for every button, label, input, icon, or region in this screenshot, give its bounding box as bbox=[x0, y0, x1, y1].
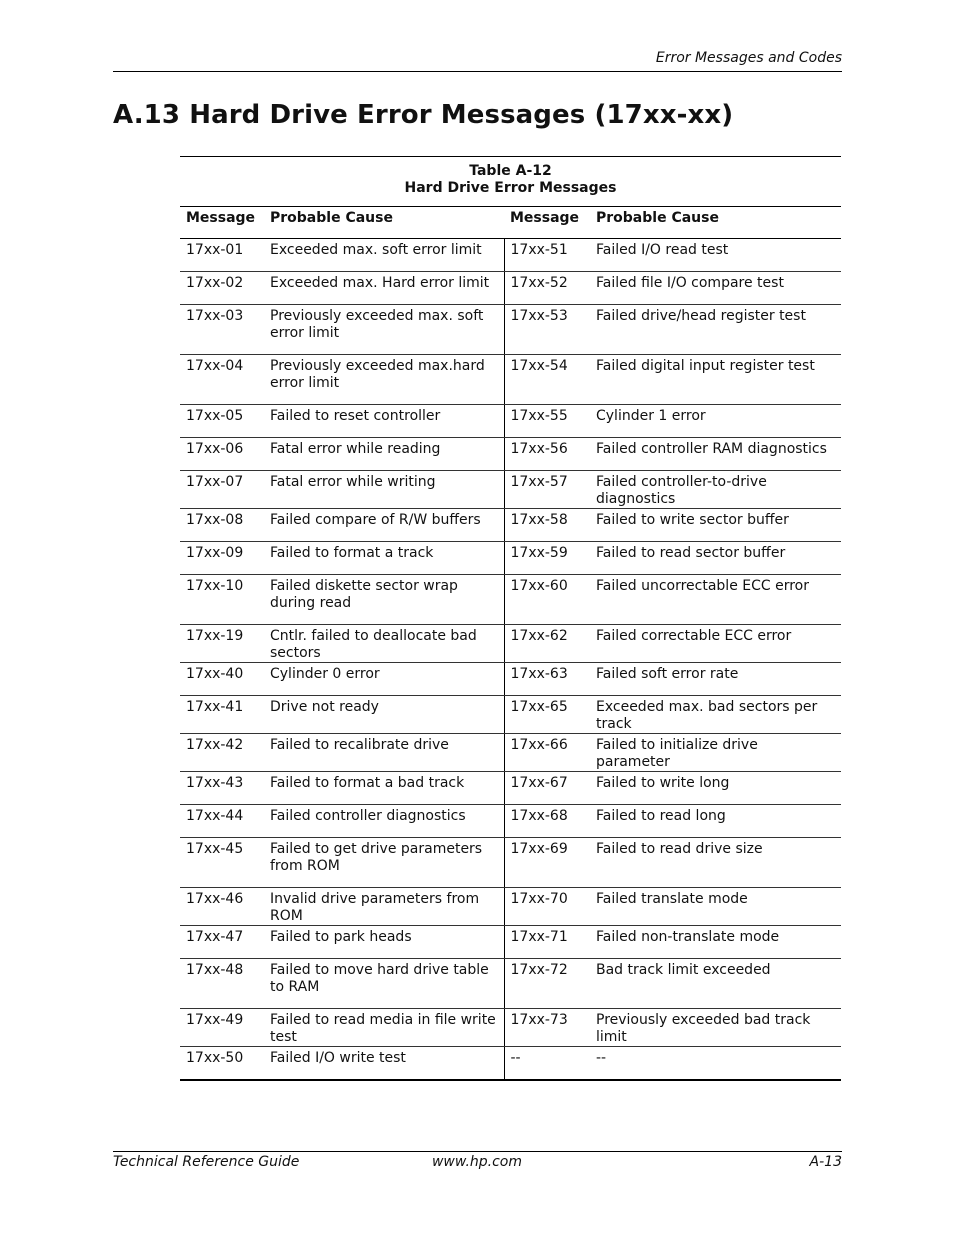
table-row bbox=[180, 305, 841, 355]
table-row bbox=[180, 663, 841, 696]
cell-probable-cause-2: Failed correctable ECC error bbox=[590, 625, 841, 663]
cell-message: 17xx-01 bbox=[180, 239, 264, 272]
cell-message: 17xx-50 bbox=[180, 1047, 264, 1080]
cell-message: 17xx-05 bbox=[180, 405, 264, 438]
table-row bbox=[180, 772, 841, 805]
cell-probable-cause-2: Failed I/O read test bbox=[590, 239, 841, 272]
cell-message-2: 17xx-51 bbox=[504, 239, 590, 272]
cell-message: 17xx-46 bbox=[180, 888, 264, 926]
table-body bbox=[180, 239, 841, 1080]
cell-message: 17xx-19 bbox=[180, 625, 264, 663]
cell-message-2: 17xx-60 bbox=[504, 575, 590, 625]
cell-message: 17xx-41 bbox=[180, 696, 264, 734]
column-header-probable-cause: Probable Cause bbox=[264, 207, 504, 239]
cell-probable-cause: Failed to move hard drive table to RAM bbox=[264, 959, 504, 1009]
cell-message-2: 17xx-70 bbox=[504, 888, 590, 926]
cell-probable-cause-2: Failed soft error rate bbox=[590, 663, 841, 696]
cell-message-2: 17xx-72 bbox=[504, 959, 590, 1009]
cell-message-2: 17xx-71 bbox=[504, 926, 590, 959]
cell-probable-cause: Fatal error while reading bbox=[264, 438, 504, 471]
cell-message: 17xx-49 bbox=[180, 1009, 264, 1047]
table-row bbox=[180, 838, 841, 888]
table-header-row bbox=[180, 207, 841, 239]
table-row bbox=[180, 1047, 841, 1080]
cell-message: 17xx-47 bbox=[180, 926, 264, 959]
cell-message: 17xx-08 bbox=[180, 509, 264, 542]
cell-message: 17xx-42 bbox=[180, 734, 264, 772]
cell-message-2: 17xx-58 bbox=[504, 509, 590, 542]
cell-message: 17xx-44 bbox=[180, 805, 264, 838]
cell-probable-cause-2: Failed to read drive size bbox=[590, 838, 841, 888]
cell-message-2: 17xx-57 bbox=[504, 471, 590, 509]
cell-message-2: 17xx-68 bbox=[504, 805, 590, 838]
cell-message: 17xx-06 bbox=[180, 438, 264, 471]
cell-probable-cause-2: Failed non-translate mode bbox=[590, 926, 841, 959]
cell-probable-cause-2: Failed to write long bbox=[590, 772, 841, 805]
footer-rule bbox=[113, 1151, 842, 1152]
cell-probable-cause: Drive not ready bbox=[264, 696, 504, 734]
table-row bbox=[180, 509, 841, 542]
cell-probable-cause: Failed to format a bad track bbox=[264, 772, 504, 805]
table-row bbox=[180, 355, 841, 405]
cell-probable-cause-2: Failed to initialize drive parameter bbox=[590, 734, 841, 772]
cell-probable-cause: Failed compare of R/W buffers bbox=[264, 509, 504, 542]
cell-probable-cause-2: Failed translate mode bbox=[590, 888, 841, 926]
table-row bbox=[180, 888, 841, 926]
table-row bbox=[180, 625, 841, 663]
cell-message: 17xx-02 bbox=[180, 272, 264, 305]
cell-message-2: 17xx-59 bbox=[504, 542, 590, 575]
cell-message: 17xx-09 bbox=[180, 542, 264, 575]
section-title: A.13 Hard Drive Error Messages (17xx-xx) bbox=[113, 100, 734, 130]
table-caption bbox=[180, 157, 841, 206]
running-header: Error Messages and Codes bbox=[655, 50, 842, 66]
cell-probable-cause: Failed diskette sector wrap during read bbox=[264, 575, 504, 625]
table-row bbox=[180, 239, 841, 272]
cell-message: 17xx-40 bbox=[180, 663, 264, 696]
cell-probable-cause: Failed I/O write test bbox=[264, 1047, 504, 1080]
column-header-message-2: Message bbox=[504, 207, 590, 239]
cell-message: 17xx-43 bbox=[180, 772, 264, 805]
cell-message-2: 17xx-56 bbox=[504, 438, 590, 471]
column-header-probable-cause-2: Probable Cause bbox=[590, 207, 841, 239]
cell-message-2: 17xx-69 bbox=[504, 838, 590, 888]
table-row bbox=[180, 959, 841, 1009]
cell-message-2: -- bbox=[504, 1047, 590, 1080]
cell-probable-cause: Failed to get drive parameters from ROM bbox=[264, 838, 504, 888]
header-rule bbox=[113, 71, 842, 72]
cell-message-2: 17xx-63 bbox=[504, 663, 590, 696]
cell-probable-cause: Failed to format a track bbox=[264, 542, 504, 575]
cell-probable-cause: Failed to park heads bbox=[264, 926, 504, 959]
footer-doc-title: Technical Reference Guide bbox=[113, 1154, 300, 1170]
cell-message-2: 17xx-53 bbox=[504, 305, 590, 355]
cell-probable-cause-2: Failed to read sector buffer bbox=[590, 542, 841, 575]
cell-probable-cause-2: Failed to read long bbox=[590, 805, 841, 838]
cell-probable-cause-2: Failed digital input register test bbox=[590, 355, 841, 405]
table-label: Table A-12 bbox=[469, 163, 552, 179]
cell-probable-cause: Failed to read media in file write test bbox=[264, 1009, 504, 1047]
cell-probable-cause: Fatal error while writing bbox=[264, 471, 504, 509]
cell-message-2: 17xx-55 bbox=[504, 405, 590, 438]
error-table-container bbox=[180, 156, 841, 1081]
cell-message: 17xx-07 bbox=[180, 471, 264, 509]
cell-message-2: 17xx-52 bbox=[504, 272, 590, 305]
cell-probable-cause: Failed to reset controller bbox=[264, 405, 504, 438]
cell-message: 17xx-10 bbox=[180, 575, 264, 625]
cell-message: 17xx-48 bbox=[180, 959, 264, 1009]
error-messages-table bbox=[180, 206, 841, 1081]
table-row bbox=[180, 438, 841, 471]
table-row bbox=[180, 405, 841, 438]
column-header-message: Message bbox=[180, 207, 264, 239]
cell-message-2: 17xx-65 bbox=[504, 696, 590, 734]
table-row bbox=[180, 926, 841, 959]
cell-message: 17xx-03 bbox=[180, 305, 264, 355]
cell-probable-cause-2: Failed uncorrectable ECC error bbox=[590, 575, 841, 625]
cell-probable-cause-2: Exceeded max. bad sectors per track bbox=[590, 696, 841, 734]
cell-message: 17xx-45 bbox=[180, 838, 264, 888]
cell-probable-cause: Exceeded max. Hard error limit bbox=[264, 272, 504, 305]
cell-message: 17xx-04 bbox=[180, 355, 264, 405]
cell-probable-cause-2: Failed controller RAM diagnostics bbox=[590, 438, 841, 471]
table-row bbox=[180, 734, 841, 772]
footer-page-number: A-13 bbox=[809, 1154, 842, 1170]
cell-probable-cause: Cylinder 0 error bbox=[264, 663, 504, 696]
table-row bbox=[180, 1009, 841, 1047]
cell-probable-cause: Failed controller diagnostics bbox=[264, 805, 504, 838]
table-row bbox=[180, 272, 841, 305]
table-row bbox=[180, 805, 841, 838]
cell-message-2: 17xx-66 bbox=[504, 734, 590, 772]
cell-probable-cause-2: Failed drive/head register test bbox=[590, 305, 841, 355]
table-row bbox=[180, 542, 841, 575]
cell-message-2: 17xx-54 bbox=[504, 355, 590, 405]
cell-probable-cause-2: Failed controller-to-drive diagnostics bbox=[590, 471, 841, 509]
cell-message-2: 17xx-62 bbox=[504, 625, 590, 663]
cell-probable-cause-2: Cylinder 1 error bbox=[590, 405, 841, 438]
cell-probable-cause: Failed to recalibrate drive bbox=[264, 734, 504, 772]
cell-message-2: 17xx-73 bbox=[504, 1009, 590, 1047]
cell-probable-cause: Invalid drive parameters from ROM bbox=[264, 888, 504, 926]
cell-probable-cause-2: Failed to write sector buffer bbox=[590, 509, 841, 542]
footer-website: www.hp.com bbox=[431, 1154, 522, 1170]
cell-message-2: 17xx-67 bbox=[504, 772, 590, 805]
cell-probable-cause: Cntlr. failed to deallocate bad sectors bbox=[264, 625, 504, 663]
cell-probable-cause: Previously exceeded max.hard error limit bbox=[264, 355, 504, 405]
table-row bbox=[180, 471, 841, 509]
table-row bbox=[180, 696, 841, 734]
table-row bbox=[180, 575, 841, 625]
cell-probable-cause: Exceeded max. soft error limit bbox=[264, 239, 504, 272]
table-caption-title: Hard Drive Error Messages bbox=[404, 180, 617, 196]
cell-probable-cause-2: Previously exceeded bad track limit bbox=[590, 1009, 841, 1047]
cell-probable-cause: Previously exceeded max. soft error limit bbox=[264, 305, 504, 355]
cell-probable-cause-2: Failed file I/O compare test bbox=[590, 272, 841, 305]
cell-probable-cause-2: Bad track limit exceeded bbox=[590, 959, 841, 1009]
cell-probable-cause-2: -- bbox=[590, 1047, 841, 1080]
